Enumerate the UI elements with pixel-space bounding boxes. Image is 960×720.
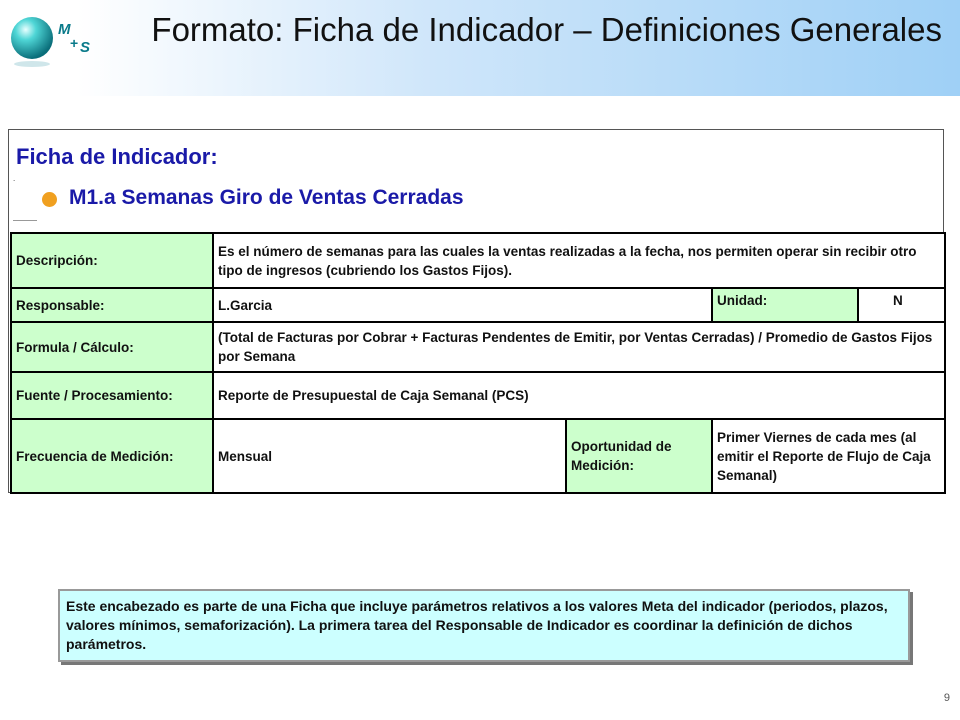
- divider: [13, 220, 37, 221]
- unidad-label: Unidad:: [713, 289, 859, 321]
- svg-text:S: S: [80, 39, 91, 56]
- table-row: [11, 419, 945, 493]
- formula-label: Formula / Cálculo:: [11, 322, 213, 372]
- table-row: [11, 372, 945, 419]
- descripcion-label: Descripción:: [11, 233, 213, 288]
- descripcion-value: Es el número de semanas para las cuales la ventas realizadas a la fecha, nos permiten operar sin recibir otro tipo de ingresos (cubriendo los Gastos Fijos).: [213, 233, 945, 288]
- fuente-label: Fuente / Procesamiento:: [11, 372, 213, 419]
- responsable-label: Responsable:: [11, 288, 213, 322]
- card-dot: .: [13, 174, 16, 183]
- responsable-value: L.Garcia: [213, 288, 712, 322]
- unidad-cell: [712, 288, 945, 322]
- indicator-name: M1.a Semanas Giro de Ventas Cerradas: [69, 186, 464, 209]
- frecuencia-value: Mensual: [213, 419, 566, 493]
- indicator-card: [8, 129, 944, 493]
- svg-text:+: +: [70, 35, 79, 51]
- ms-logo-icon: [10, 8, 110, 68]
- unidad-value: N: [859, 289, 944, 321]
- table-row: [11, 288, 945, 322]
- oportunidad-label: Oportunidad de Medición:: [566, 419, 712, 493]
- page-number: 9: [943, 692, 950, 704]
- indicator-table: [10, 232, 946, 494]
- fuente-value: Reporte de Presupuestal de Caja Semanal (PCS): [213, 372, 945, 419]
- formula-value: (Total de Facturas por Cobrar + Facturas Pendentes de Emitir, por Ventas Cerradas) / Promedio de Gastos Fijos por Semana: [213, 322, 945, 372]
- table-row: [11, 322, 945, 372]
- page-title: Formato: Ficha de Indicador – Definiciones Generales: [151, 11, 942, 48]
- bullet-icon: [42, 192, 57, 207]
- table-row: [11, 233, 945, 288]
- frecuencia-label: Frecuencia de Medición:: [11, 419, 213, 493]
- card-title: Ficha de Indicador:: [16, 144, 218, 169]
- svg-text:M: M: [58, 21, 71, 38]
- oportunidad-value: Primer Viernes de cada mes (al emitir el Reporte de Flujo de Caja Semanal): [712, 419, 945, 493]
- note-box: Este encabezado es parte de una Ficha que incluye parámetros relativos a los valores Meta del indicador (periodos, plazos, valores mínimos, semaforización). La primera tarea del Responsable de Indicador es coordinar la definición de dichos parámetros.: [58, 589, 910, 662]
